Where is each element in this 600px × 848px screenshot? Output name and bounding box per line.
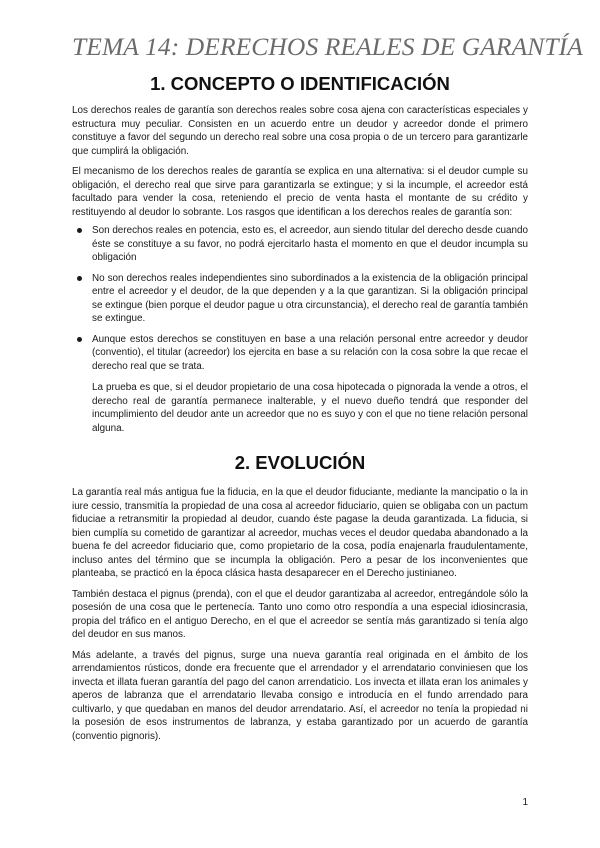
paragraph: La garantía real más antigua fue la fiducia, en la que el deudor fiduciante, mediante la mancipatio o la in iure cessio, transmitía la propiedad de una cosa al acreedor fiduciario, quien se obligaba con un pactum fiduciae a retransmitir la propiedad al deudor, cuando éste pagase la deuda garantizada. La fiducia, si bien cumplía su cometido de garantizar al acreedor, muchas veces el deudor quedaba abandonado a la buena fe del acreedor fiduciario que, como propietario de la cosa, podía enajenarla fraudulentamente, incluso antes del término que se incumpla la obligación. Pero a pesar de los inconvenientes que planteaba, se practicó en la época clásica hasta desaparecer en el Derecho justinianeo.	[72, 487, 528, 579]
paragraph: Los derechos reales de garantía son derechos reales sobre cosa ajena con características especiales y estructura muy peculiar. Consisten en un acuerdo entre un deudor y acreedor donde el primero constituye a favor del segundo un derecho real sobre una cosa propia o de un tercero para garantizarle que cumplirá la obligación.	[72, 105, 528, 157]
list-item-continuation: La prueba es que, si el deudor propietario de una cosa hipotecada o pignorada la vende a otros, el derecho real de garantía permanece inalterable, y el nuevo dueño tendrá que responder del incumplimiento del deudor ante un acreedor que no es suyo y con el que no tiene relación personal alguna.	[92, 382, 528, 434]
paragraph: El mecanismo de los derechos reales de garantía se explica en una alternativa: si el deudor cumple su obligación, el derecho real que sirve para garantizarla se extingue; y si la incumple, el acreedor está facultado para vender la cosa, reteniendo el precio de venta hasta el montante de su crédito y restituyendo al deudor lo sobrante. Los rasgos que identifican a los derechos reales de garantía son:	[72, 166, 528, 218]
section-heading-concepto: 1. CONCEPTO O IDENTIFICACIÓN	[150, 73, 450, 94]
paragraph: También destaca el pignus (prenda), con el que el deudor garantizaba al acreedor, entregándole sólo la posesión de una cosa que le pertenecía. Tanto uno como otro respondía a una especial idiosincrasia, propia del tráfico en el antiguo Derecho, en el que el acreedor se sentía más garantizado si tenía algo del deudor en sus manos.	[72, 588, 528, 640]
list-item: No son derechos reales independientes sino subordinados a la existencia de la obligación principal entre el acreedor y el deudor, de la que dependen y a la que garantizan. Si la obligación principal se extingue (bien porque el deudor pague u otra circunstancia), el derecho real de garantía también se extingue.	[92, 272, 528, 324]
section-heading-evolucion: 2. EVOLUCIÓN	[234, 452, 366, 473]
page-number: 1	[522, 797, 528, 808]
bullet-list	[72, 224, 528, 435]
paragraph: Más adelante, a través del pignus, surge una nueva garantía real originada en el ámbito de los arrendamientos rústicos, donde era frecuente que el arrendador y el arrendatario conviniesen que los invecta et illata fueran garantía del pago del canon arrendaticio. Los invecta et illata eran los animales y aperos de labranza que el arrendatario llevaba consigo e introducía en el fundo arrendado para cultivarlo, y que quedaban en manos del deudor arrendatario. Así, el acreedor no tenía la propiedad ni la posesión de esos instrumentos de labranza, y estaba garantizado por un acuerdo de garantía (conventio pignoris).	[72, 649, 528, 742]
document-title: TEMA 14: DERECHOS REALES DE GARANTÍA	[72, 32, 583, 61]
list-item: Son derechos reales en potencia, esto es, el acreedor, aun siendo titular del derecho desde cuando éste se constituye a su favor, no podrá ejercitarlo hasta el momento en que el deudor incumpla su obligación	[92, 225, 528, 263]
list-item: Aunque estos derechos se constituyen en base a una relación personal entre acreedor y deudor (conventio), el titular (acreedor) los ejercita en base a su relación con la cosa sobre la que recae el derecho real que se trata.	[92, 333, 528, 372]
